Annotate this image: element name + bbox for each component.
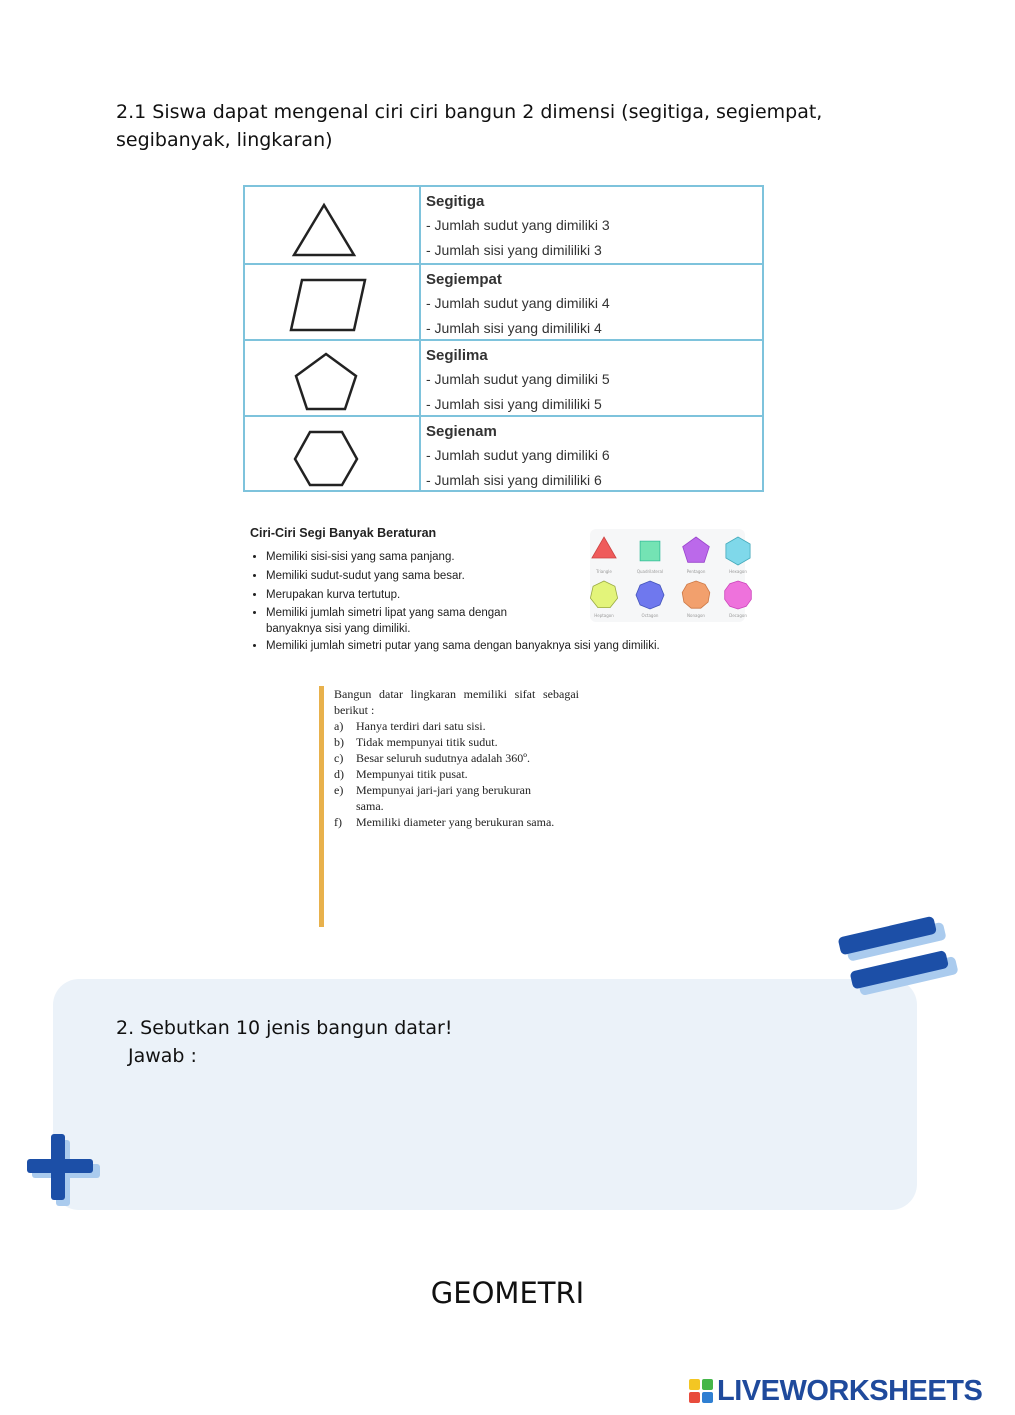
shape-cell [245,417,421,490]
shape-sides: - Jumlah sisi yang dimililiki 3 [426,242,602,258]
triangle-icon [587,535,621,565]
list-marker: b) [334,735,344,749]
list-text: Mempunyai jari-jari yang berukuran sama. [356,783,531,813]
polygon-item [718,579,758,619]
list-text: Memiliki diameter yang berukuran sama. [356,815,555,829]
shape-title: Segitiga [426,193,485,210]
shape-angles: - Jumlah sudut yang dimiliki 6 [426,447,610,463]
polygon-caption: Triangle [596,569,612,574]
shape-sides: - Jumlah sisi yang dimililiki 5 [426,396,602,412]
hexagon-icon [285,423,385,487]
shape-angles: - Jumlah sudut yang dimiliki 5 [426,371,610,387]
heptagon-icon [587,579,621,609]
list-item [334,814,556,830]
square-icon [633,535,667,565]
polygon-item [630,535,670,575]
list-item [334,766,579,782]
shape-title: Segiempat [426,271,502,288]
shape-cell [245,265,421,339]
list-item: • Memiliki sudut-sudut yang sama besar. [266,567,750,586]
liveworksheets-logo-icon [689,1379,713,1403]
list-marker: c) [334,751,344,765]
list-item [334,750,579,766]
plus-decoration-icon [24,1132,106,1208]
list-item: • Memiliki jumlah simetri putar yang sama dengan banyaknya sisi yang dimiliki. [266,637,750,656]
shape-sides: - Jumlah sisi yang dimililiki 6 [426,472,602,488]
list-item: • Memiliki jumlah simetri lipat yang sama dengan banyaknya sisi yang dimiliki. [266,605,526,637]
list-marker: d) [334,767,344,781]
list-marker: e) [334,783,344,797]
shape-angles: - Jumlah sudut yang dimiliki 3 [426,217,610,233]
table-row [245,415,762,490]
circle-list [334,718,579,830]
list-marker: f) [334,815,342,829]
octagon-icon [633,579,667,609]
shape-title: Segilima [426,347,488,364]
list-item [334,718,579,734]
circle-properties [319,686,592,927]
polygon-caption: Heptagon [594,613,614,618]
pentagon-icon [679,535,713,565]
question-text: 2. Sebutkan 10 jenis bangun datar! [116,1017,453,1039]
list-text: Besar seluruh sudutnya adalah 360º. [356,751,531,765]
section-title: Ciri-Ciri Segi Banyak Beraturan [250,526,437,540]
polygon-item [718,535,758,575]
shapes-table [243,185,764,492]
polygon-gallery [590,529,745,622]
nonagon-icon [679,579,713,609]
shape-sides: - Jumlah sisi yang dimililiki 4 [426,320,602,336]
shape-cell [245,187,421,263]
list-item: • Merupakan kurva tertutup. [266,586,750,605]
polygon-caption: Decagon [729,613,747,618]
polygon-caption: Octagon [641,613,659,618]
brand-name: LIVEWORKSHEETS [717,1375,983,1407]
list-item [334,782,556,814]
polygon-item [676,579,716,619]
polygon-caption: Quadrilateral [636,569,664,574]
list-marker: a) [334,719,344,733]
hexagon-icon [721,535,755,565]
polygon-item [676,535,716,575]
parallelogram-icon [285,271,385,335]
polygon-caption: Hexagon [729,569,747,574]
table-row [245,263,762,339]
table-row [245,187,762,263]
pentagon-icon [285,347,385,411]
decagon-icon [721,579,755,609]
list-item: • Memiliki sisi-sisi yang sama panjang. [266,548,750,567]
list-text: Hanya terdiri dari satu sisi. [356,719,486,733]
table-row [245,339,762,415]
list-text: Tidak mempunyai titik sudut. [356,735,498,749]
shape-angles: - Jumlah sudut yang dimiliki 4 [426,295,610,311]
equals-decoration-icon [836,903,961,999]
polygon-item [584,535,624,575]
answer-label: Jawab : [128,1045,197,1067]
triangle-icon [285,193,385,257]
polygon-caption: Nonagon [687,613,705,618]
list-item [334,734,579,750]
polygon-item [630,579,670,619]
list-text: Mempunyai titik pusat. [356,767,468,781]
shape-title: Segienam [426,423,497,440]
polygon-item [584,579,624,619]
learning-objective: 2.1 Siswa dapat mengenal ciri ciri bangun 2 dimensi (segitiga, segiempat, segibanyak, lingkaran) [116,101,823,151]
page-title: GEOMETRI [430,1276,585,1310]
shape-cell [245,341,421,415]
circle-intro: Bangun datar lingkaran memiliki sifat sebagai berikut : [334,687,579,717]
polygon-caption: Pentagon [686,569,706,574]
